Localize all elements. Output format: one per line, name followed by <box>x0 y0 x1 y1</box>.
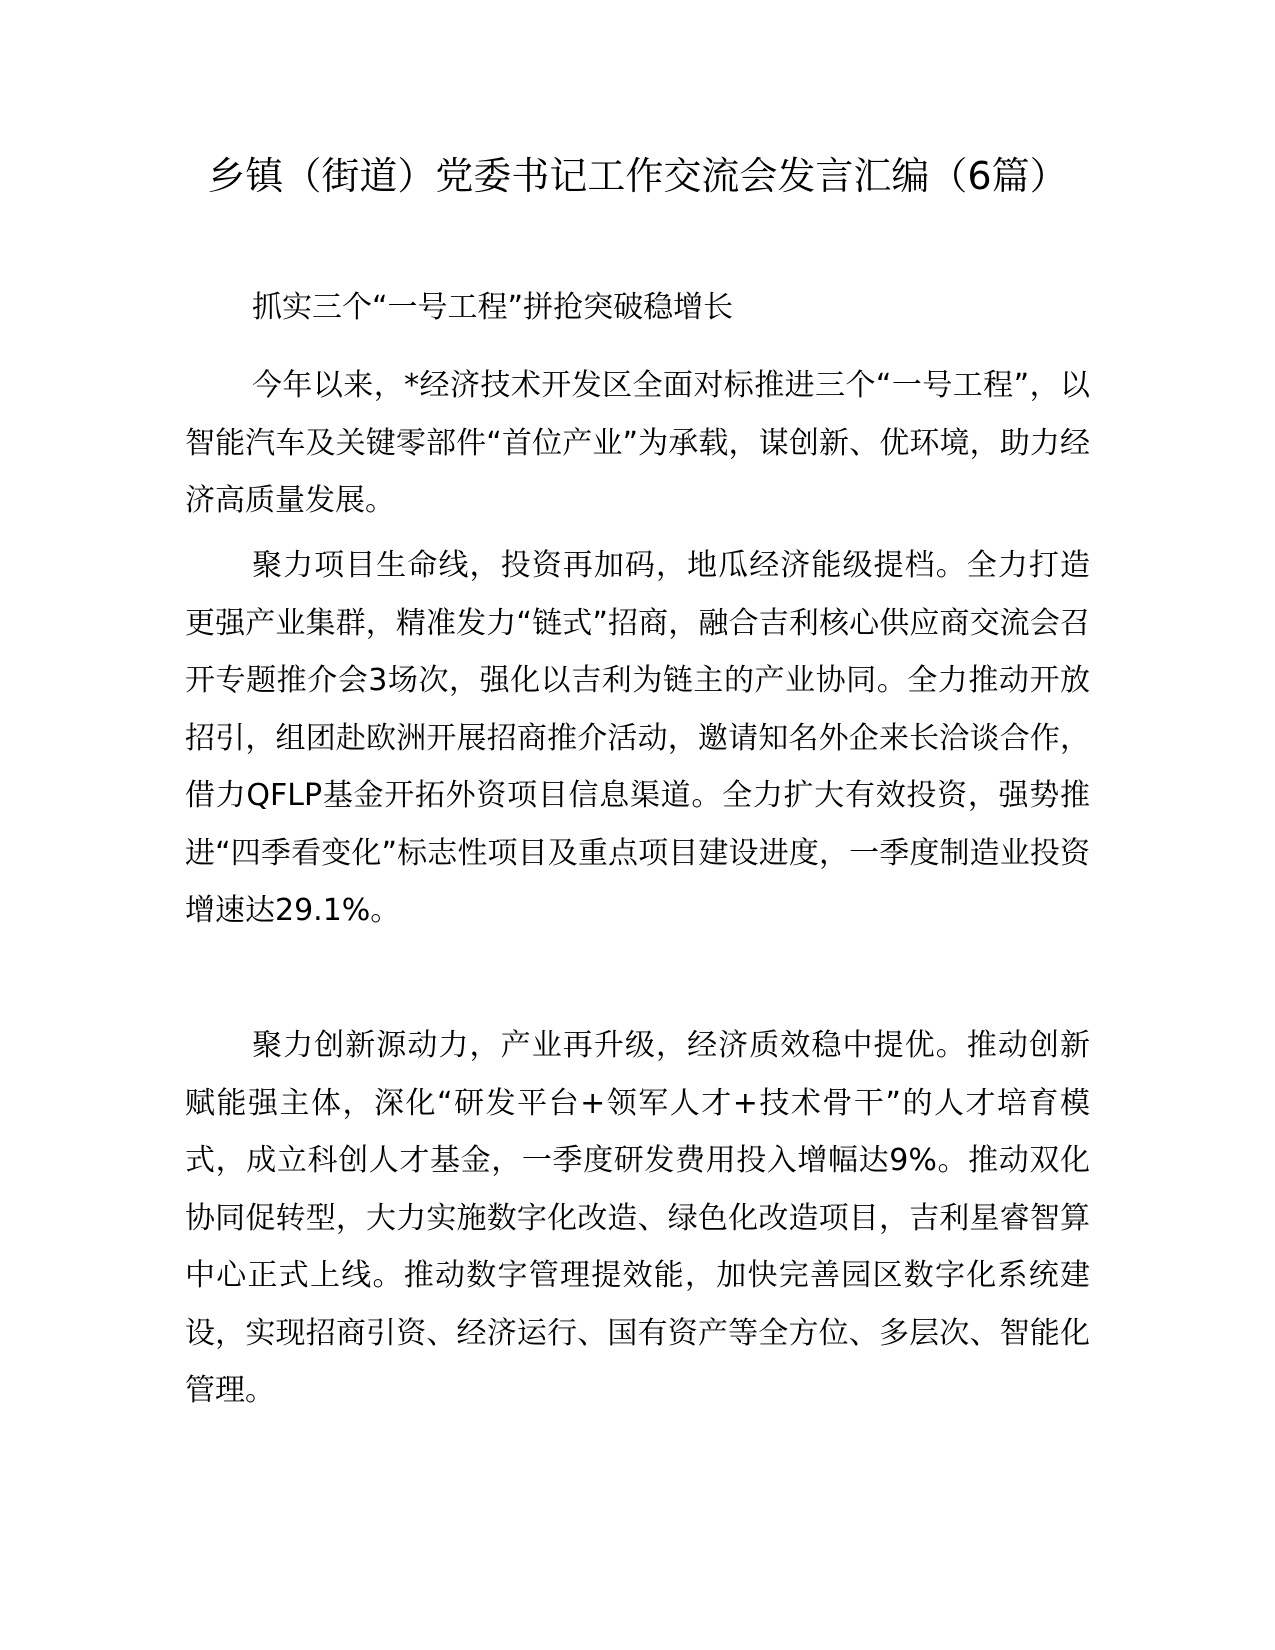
paragraph-innovation: 聚力创新源动力，产业再升级，经济质效稳中提优。推动创新赋能强主体，深化“研发平台+领军人才+技术骨干”的人才培育模式，成立科创人才基金，一季度研发费用投入增幅达9%。推动双化协同促转型，大力实施数字化改造、绿色化改造项目，吉利星睿智算中心正式上线。推动数字管理提效能，加快完善园区数字化系统建设，实现招商引资、经济运行、国有资产等全方位、多层次、智能化管理。 <box>185 1028 1090 1408</box>
document-title: 乡镇（街道）党委书记工作交流会发言汇编（6篇） <box>207 154 1068 198</box>
paragraph-intro: 今年以来，*经济技术开发区全面对标推进三个“一号工程”，以智能汽车及关键零部件“首位产业”为承载，谋创新、优环境，助力经济高质量发展。 <box>185 368 1090 518</box>
section-heading: 抓实三个“一号工程”拼抢突破稳增长 <box>252 290 734 325</box>
paragraph-investment: 聚力项目生命线，投资再加码，地瓜经济能级提档。全力打造更强产业集群，精准发力“链式”招商，融合吉利核心供应商交流会召开专题推介会3场次，强化以吉利为链主的产业协同。全力推动开放招引，组团赴欧洲开展招商推介活动，邀请知名外企来长洽谈合作，借力QFLP基金开拓外资项目信息渠道。全力扩大有效投资，强势推进“四季看变化”标志性项目及重点项目建设进度，一季度制造业投资增速达29.1%。 <box>185 548 1090 928</box>
